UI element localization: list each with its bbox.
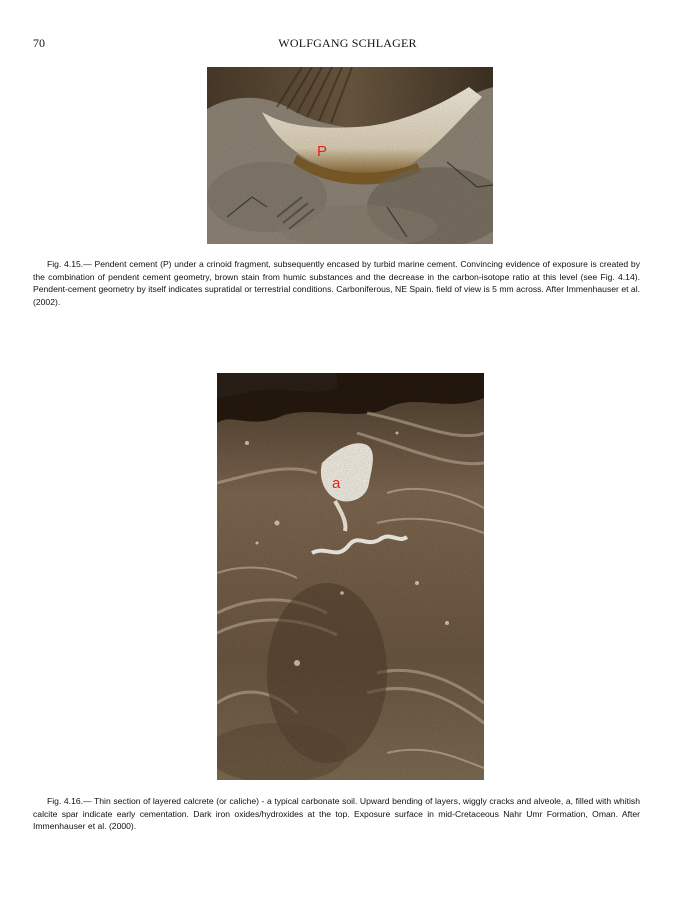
- figure-4-16-caption: Fig. 4.16.— Thin section of layered calcrete (or caliche) - a typical carbonate soil. Upward bending of layers, wiggly cracks and alveole, a, filled with whitish calcite spar indicate early cementation. Dark iron oxides/hydroxides at the top. Exposure surface in mid-Cretaceous Nahr Umr Formation, Oman. After Immenhauser et al. (2000).: [33, 796, 640, 832]
- figure-4-16-label: a: [332, 475, 341, 492]
- figure-4-15-caption: Fig. 4.15.— Pendent cement (P) under a crinoid fragment, subsequently encased by turbid marine cement. Convincing evidence of exposure is created by the combination of pendent cement geometry, brown stain from humic substances and the decrease in the carbon-isotope ratio at this level (see Fig. 4.14). Pendent-cement geometry by itself indicates supratidal or terrestrial conditions. Carboniferous, NE Spain. field of view is 5 mm across. After Immenhauser et al.(2002).: [33, 259, 640, 307]
- figure-4-15-label: P: [317, 143, 328, 160]
- figure-4-16-photo: [217, 373, 484, 780]
- figure-4-15-photo: [207, 67, 493, 244]
- page-number: 70: [33, 36, 45, 50]
- running-head: WOLFGANG SCHLAGER: [278, 36, 417, 50]
